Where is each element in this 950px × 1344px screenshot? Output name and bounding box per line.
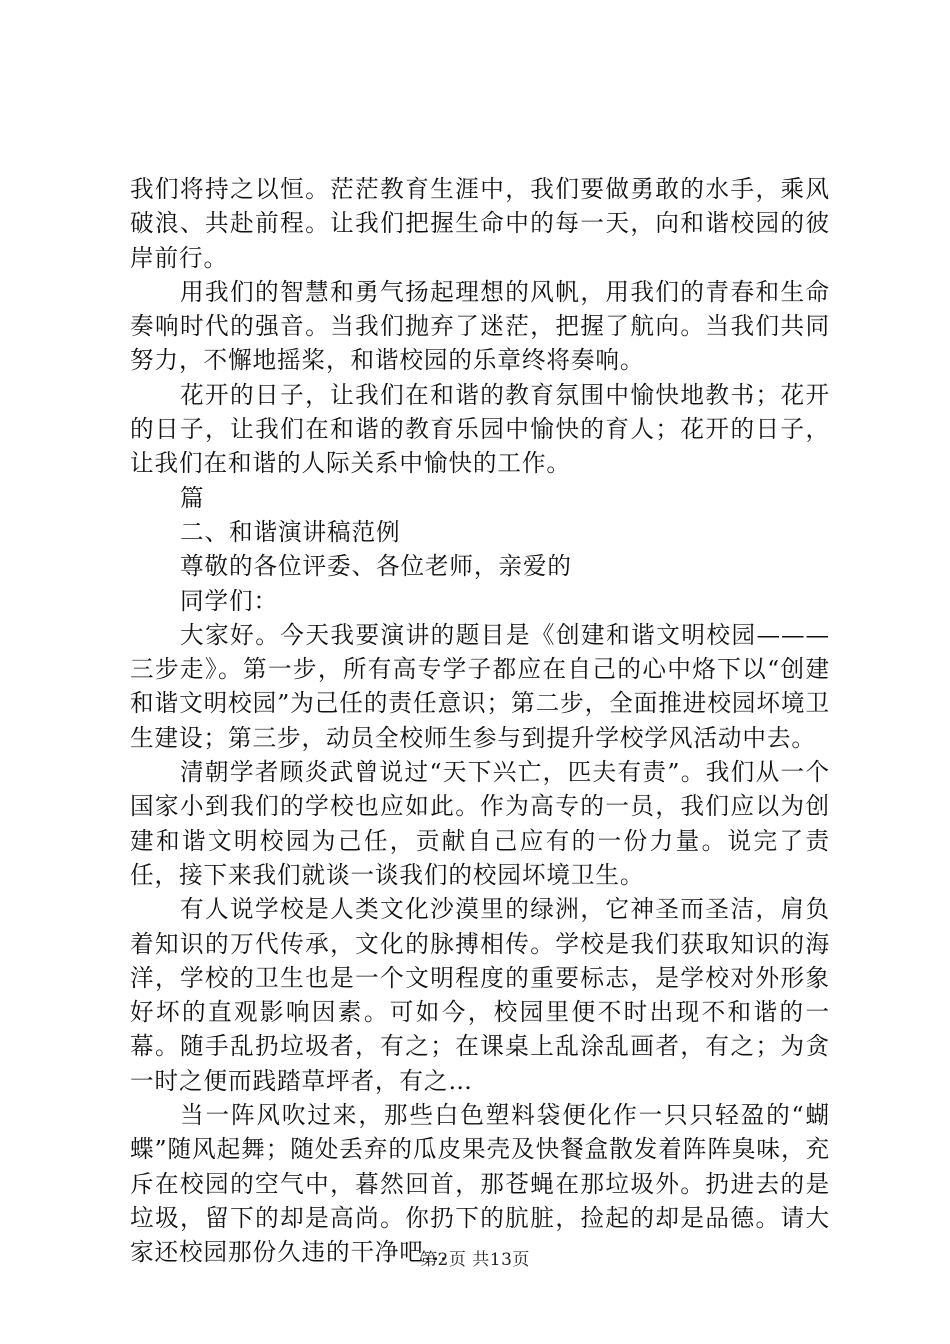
salutation: 尊敬的各位评委、各位老师，亲爱的 [180, 552, 572, 581]
salutation: 同学们： [180, 586, 278, 615]
paragraph: 篇 [180, 483, 205, 512]
paragraph: 清朝学者顾炎武曾说过“天下兴亡，匹夫有责”。我们从一个国家小到我们的学校也应如此。作为高专的一员，我们应以为创建和谐文明校园为己任，贡献自己应有的一份力量。说完了责任，接下来我们就谈一谈我们的校园坏境卫生。 [130, 758, 830, 889]
document-body [130, 172, 830, 1270]
paragraph: 有人说学校是人类文化沙漠里的绿洲，它神圣而圣洁，肩负着知识的万代传承，文化的脉搏相传。学校是我们获取知识的海洋，学校的卫生也是一个文明程度的重要标志，是学校对外形象好坏的直观影响因素。可如今，校园里便不时出现不和谐的一幕。随手乱扔垃圾者，有之；在课桌上乱涂乱画者，有之；为贪一时之便而践踏草坪者，有之… [130, 895, 830, 1095]
paragraph: 当一阵风吹过来，那些白色塑料袋便化作一只只轻盈的“蝴蝶”随风起舞；随处丢弃的瓜皮果壳及快餐盒散发着阵阵臭味，充斥在校园的空气中，暮然回首，那苍蝇在那垃圾外。扔进去的是垃圾，留下的却是高尚。你扔下的肮脏，捡起的却是品德。请大家还校园那份久违的干净吧… [130, 1101, 830, 1267]
paragraph: 用我们的智慧和勇气扬起理想的风帆，用我们的青春和生命奏响时代的强音。当我们抛弃了迷茫，把握了航向。当我们共同努力，不懈地摇桨，和谐校园的乐章终将奏响。 [130, 277, 830, 375]
paragraph: 我们将持之以恒。茫茫教育生涯中，我们要做勇敢的水手，乘风破浪、共赴前程。让我们把握生命中的每一天，向和谐校园的彼岸前行。 [130, 175, 830, 272]
section-heading: 二、和谐演讲稿范例 [180, 517, 401, 546]
paragraph: 花开的日子，让我们在和谐的教育氛围中愉快地教书；花开的日子，让我们在和谐的教育乐园中愉快的育人；花开的日子，让我们在和谐的人际关系中愉快的工作。 [130, 380, 830, 478]
paragraph: 大家好。今天我要演讲的题目是《创建和谐文明校园———三步走》。第一步，所有高专学子都应在自己的心中烙下以“创建和谐文明校园”为己任的责任意识；第二步，全面推进校园坏境卫生建设；第三步，动员全校师生参与到提升学校学风活动中去。 [130, 620, 830, 752]
page-footer: 第2页 共13页 [420, 1250, 530, 1270]
